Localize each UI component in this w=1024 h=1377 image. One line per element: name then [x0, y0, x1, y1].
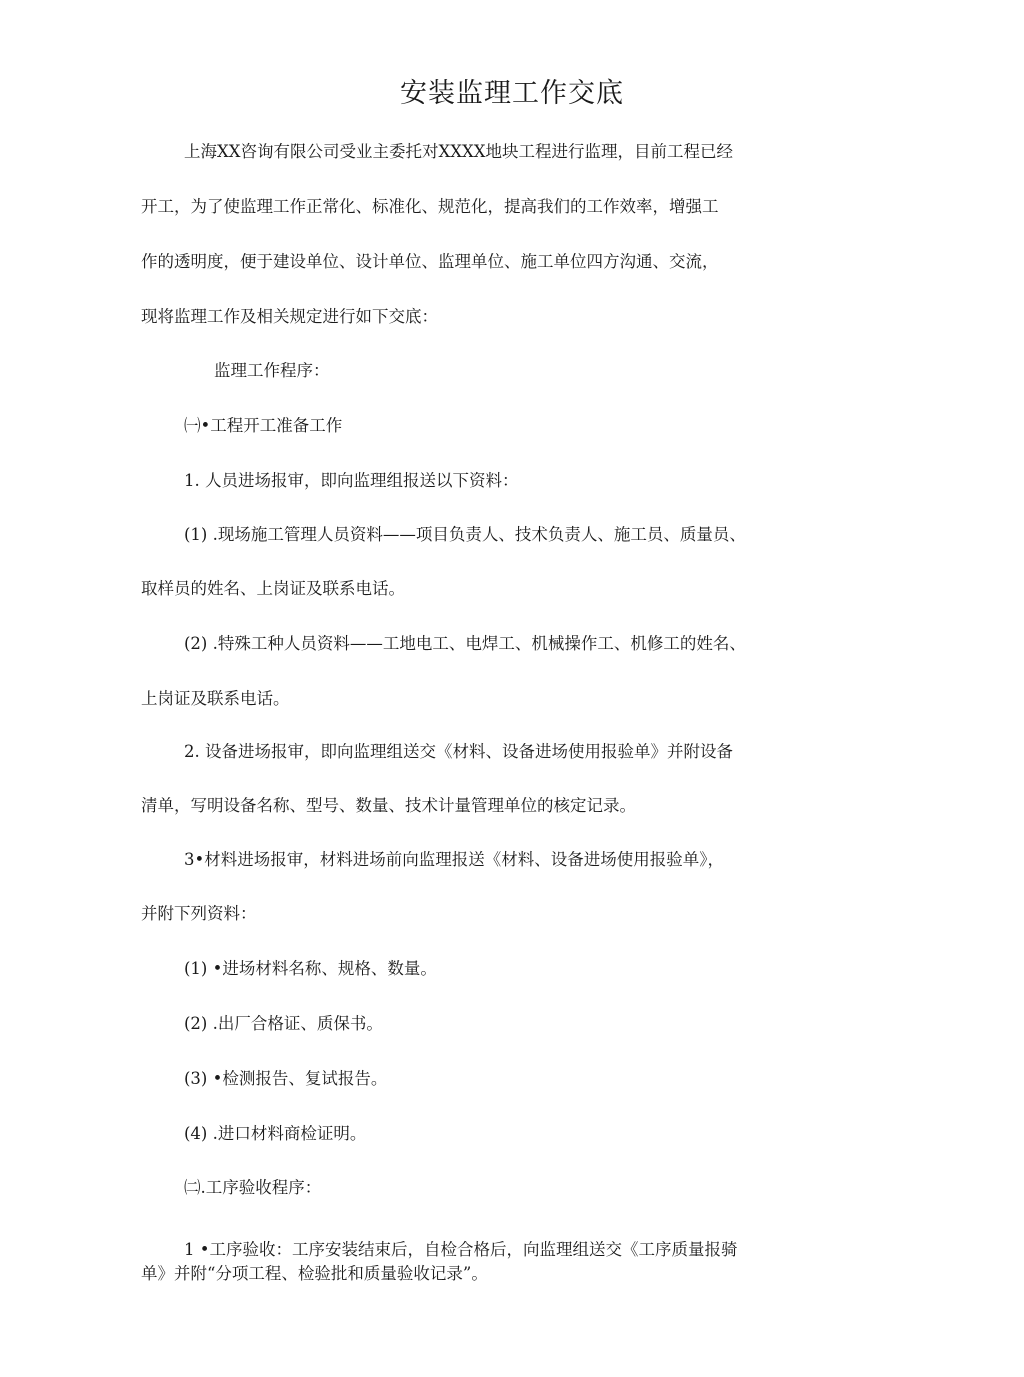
paragraph-line: 取样员的姓名、上岗证及联系电话。 — [141, 579, 405, 598]
list-item: (4) .进口材料商检证明。 — [184, 1124, 367, 1143]
paragraph-line: 单》并附“分项工程、检验批和质量验收记录”。 — [141, 1264, 488, 1283]
paragraph-line: 上岗证及联系电话。 — [141, 689, 290, 708]
paragraph-line: 作的透明度，便于建设单位、设计单位、监理单位、施工单位四方沟通、交流， — [141, 252, 719, 271]
list-item: (2) .特殊工种人员资料——工地电工、电焊工、机械操作工、机修工的姓名、 — [184, 634, 746, 653]
list-item: 3•材料进场报审，材料进场前向监理报送《材料、设备进场使用报验单》， — [184, 850, 724, 869]
paragraph-line: 现将监理工作及相关规定进行如下交底： — [141, 307, 438, 326]
list-item: 2. 设备进场报审，即向监理组送交《材料、设备进场使用报验单》并附设备 — [184, 742, 733, 761]
paragraph-line: 清单，写明设备名称、型号、数量、技术计量管理单位的核定记录。 — [141, 796, 636, 815]
section-heading: 监理工作程序： — [214, 361, 330, 380]
list-item: (3) •检测报告、复试报告。 — [184, 1069, 388, 1088]
list-item: (1) •进场材料名称、规格、数量。 — [184, 959, 437, 978]
subsection-heading: ㈠•工程开工准备工作 — [184, 416, 343, 435]
list-item: (2) .出厂合格证、质保书。 — [184, 1014, 383, 1033]
paragraph-line: 开工，为了使监理工作正常化、标准化、规范化，提高我们的工作效率，增强工 — [141, 197, 719, 216]
list-item: 1 •工序验收：工序安装结束后，自检合格后，向监理组送交《工序质量报骑 — [184, 1240, 738, 1259]
paragraph-line: 并附下列资料： — [141, 904, 257, 923]
document-title: 安装监理工作交底 — [400, 78, 624, 109]
subsection-heading: ㈡.工序验收程序： — [184, 1178, 322, 1197]
list-item: (1) .现场施工管理人员资料——项目负责人、技术负责人、施工员、质量员、 — [184, 525, 746, 544]
list-item: 1. 人员进场报审，即向监理组报送以下资料： — [184, 471, 519, 490]
paragraph-line: 上海XX咨询有限公司受业主委托对XXXX地块工程进行监理，目前工程已经 — [184, 142, 733, 161]
